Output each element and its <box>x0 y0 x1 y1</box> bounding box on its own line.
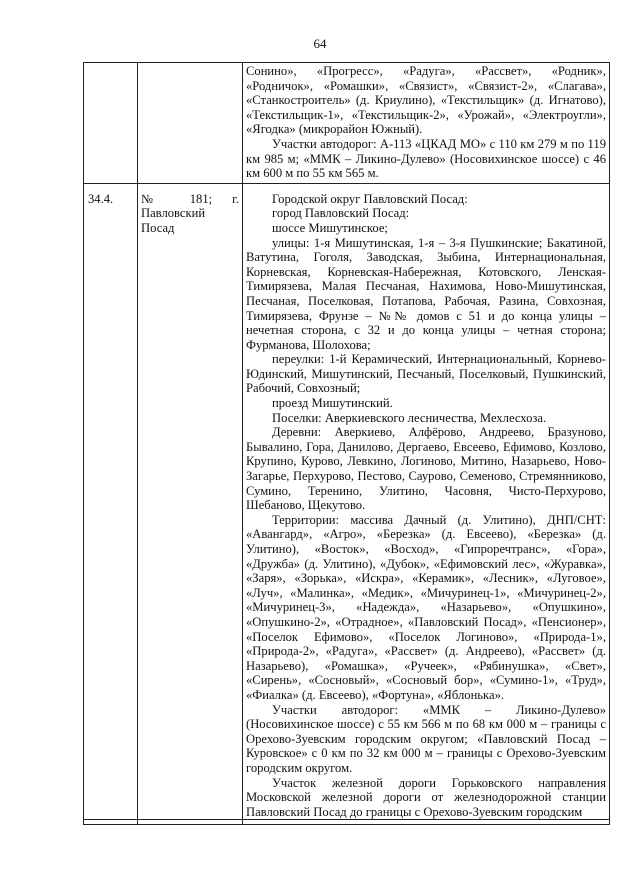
district-name-cell <box>138 63 243 184</box>
paragraph: Городской округ Павловский Посад: <box>272 191 468 206</box>
row-number-cell: 34.4. <box>84 183 138 820</box>
row-number-cell <box>84 63 138 184</box>
paragraph: Участки автодорог: «ММК – Ликино-Дулево» (Носовихинское шоссе) с 55 км 566 м по 68 км 000 м – границы с Орехово-Зуевским городским округом; «Павловский Посад – Куровское» с 0 км по 32 км 000 м – границы с Орехово-Зуевским городским округом. <box>246 702 606 775</box>
page-number: 64 <box>313 36 327 51</box>
table-row <box>84 63 610 184</box>
district-table <box>83 62 610 825</box>
paragraph: переулки: 1-й Керамический, Интернациональный, Корнево-Юдинский, Мишутинский, Песчаный, Поселковый, Пушкинский, Рабочий, Совхозный; <box>246 352 606 396</box>
table-row <box>84 183 610 820</box>
paragraph: шоссе Мишутинское; <box>272 220 388 235</box>
paragraph: Территории: массива Дачный (д. Улитино), ДНП/СНТ: «Авангард», «Агро», «Березка» (д. Евсеево), «Березка» (д. Улитино), «Восток», «Восход», «Гипроречтранс», «Гора», «Дружба» (д. Улитино), «Дубок», «Ефимовский лес», «Журавка», «Заря», «Зорька», «Искра», «Керамик», «Лесник», «Луговое», «Луч», «Малинка», «Медик», «Мичуринец-1», «Мичуринец-2», «Мичуринец-3», «Надежда», «Назарьево», «Опушкино», «Опушкино-2», «Отрадное», «Павловский Посад», «Пенсионер», «Поселок Ефимово», «Поселок Логиново», «Природа-1», «Природа-2», «Радуга», «Рассвет» (д. Андреево), «Рассвет» (д. Назарьево), «Ромашка», «Ручеек», «Рябинушка», «Свет», «Сирень», «Сосновый», «Сосновый бор», «Сумино-1», «Труд», «Фиалка» (д. Евсеево), «Фортуна», «Яблонька». <box>246 512 606 702</box>
district-name-cell: № 181; г. Павловский Посад <box>138 183 243 820</box>
district-description-cell <box>243 183 610 820</box>
table-row-continuation <box>84 820 610 825</box>
paragraph: Сонино», «Прогресс», «Радуга», «Рассвет», «Родник», «Родничок», «Ромашки», «Связист», «Связист-2», «Слагава», «Станкостроитель» (д. Криулино), «Текстильщик» (д. Игнатово), «Текстильщик-1», «Текстильщик-2», «Урожай», «Электроугли», «Ягодка» (микрорайон Южный). <box>246 64 606 137</box>
paragraph: город Павловский Посад: <box>272 206 410 221</box>
paragraph: Поселки: Аверкиевского лесничества, Мехлесхоза. <box>272 410 547 425</box>
paragraph: улицы: 1-я Мишутинская, 1-я – 3-я Пушкинские; Бакатиной, Ватутина, Гоголя, Заводская, Зыбина, Интернациональная, Корневская, Корневская-Набережная, Котовского, Ленская-Тимирязева, Малая Песчаная, Нахимова, Ново-Мишутинская, Песчаная, Поселковая, Потапова, Рабочая, Разина, Совхозная, Тимирязева, Фрунзе – №№ домов с 51 и до конца улицы – нечетная сторона, с 32 и до конца улицы – четная сторона; Фурманова, Шолохова; <box>246 235 606 352</box>
paragraph: Участки автодорог: А-113 «ЦКАД МО» с 110 км 279 м по 119 км 985 м; «ММК – Ликино-Дулево» (Носовихинское шоссе) с 46 км 600 м по 55 км 565 м. <box>246 136 606 181</box>
paragraph: Деревни: Аверкиево, Алфёрово, Андреево, Бразуново, Бывалино, Гора, Данилово, Дергаево, Евсеево, Ефимово, Козлово, Крупино, Курово, Левкино, Логиново, Митино, Назарьево, Ново-Загарье, Перхурово, Пестово, Саурово, Семеново, Стремянниково, Сумино, Теренино, Улитино, Часовня, Чисто-Перхурово, Шебаново, Щекутово. <box>246 425 606 513</box>
paragraph: проезд Мишутинский. <box>272 396 393 411</box>
paragraph: Участок железной дороги Горьковского направления Московской железной дороги от железнодорожной станции Павловский Посад до границы с Орехово-Зуевским городским <box>246 775 606 819</box>
district-description-cell <box>243 63 610 184</box>
